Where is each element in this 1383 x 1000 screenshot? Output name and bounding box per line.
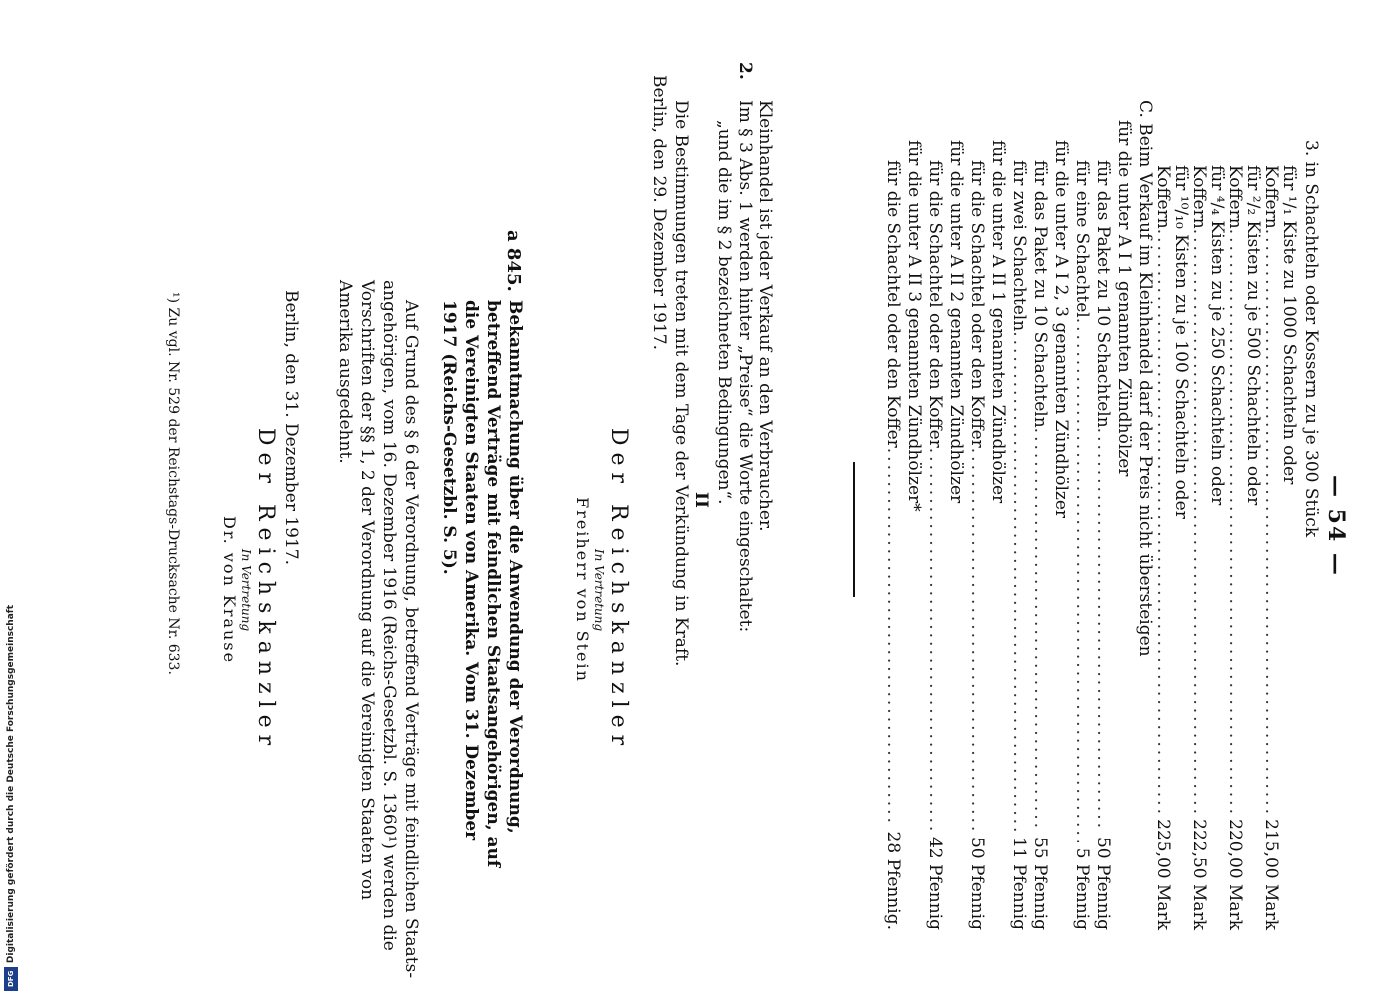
price-row-value: 28 Pfennig. — [883, 831, 903, 930]
price-row-value: 11 Pfennig — [1009, 836, 1029, 930]
price-row-label: für ⁴/₄ Kisten zu je 250 Schachteln oder — [1207, 165, 1227, 506]
announcement-body-line: Vorschriften der §§ 1, 2 der Verordnung auf die Vereinigten Staaten von — [357, 280, 377, 901]
list-item-3: 3. in Schachteln oder Kossern zu je 300 Stück — [1301, 140, 1321, 538]
price-row-value: 220,00 Mark — [1225, 819, 1245, 930]
price-row — [1072, 160, 1092, 930]
signature-in-vertretung: In Vertretung — [239, 548, 253, 632]
price-row-label: für die unter A II 2 genannten Zündhölzer — [946, 140, 966, 504]
price-row-label: für ²/₂ Kisten zu je 500 Schachteln oder — [1243, 165, 1263, 506]
section-ii-text: Die Bestimmungen treten mit dem Tage der Verkündung in Kraft. — [671, 100, 691, 667]
price-row-label: für ¹⁰/₁₀ Kisten zu je 100 Schachteln oder — [1171, 165, 1191, 519]
section-c-subheading: für die unter A I 1 genannten Zündhölzer — [1114, 120, 1134, 477]
price-row-label: Koffern — [1261, 165, 1281, 229]
price-row — [946, 140, 966, 930]
price-row-value: 5 Pfennig — [1072, 847, 1092, 930]
leader-dots — [1093, 428, 1113, 831]
price-row — [1279, 165, 1299, 930]
price-row — [1189, 165, 1209, 930]
leader-dots — [883, 448, 903, 826]
announcement-date: Berlin, den 31. Dezember 1917. — [281, 290, 301, 566]
dfg-logo: DFG — [4, 967, 18, 991]
price-row — [1009, 160, 1029, 930]
price-row-value: 225,00 Mark — [1153, 819, 1173, 930]
announcement-title-line: Bekanntmachung über die Anwendung der Verordnung, — [505, 300, 525, 834]
price-row-value: 50 Pfennig — [1093, 836, 1113, 930]
price-row-label: für die Schachtel oder den Koffer — [967, 160, 987, 448]
price-row-label: für die Schachtel oder den Koffer — [925, 160, 945, 448]
price-row-value: 55 Pfennig — [1030, 836, 1050, 930]
signature-block-2 — [220, 410, 278, 770]
price-row — [1171, 165, 1191, 930]
section-ii-heading: II — [691, 492, 711, 508]
price-row — [1261, 165, 1281, 930]
leader-dots — [1225, 229, 1245, 813]
page-number: — 54 — — [1323, 475, 1349, 577]
announcement-number: a 845. — [503, 230, 524, 292]
price-row-value: 215,00 Mark — [1261, 819, 1281, 930]
credit-text: Digitalisierung gefördert durch die Deutsche Forschungsgemeinschaft — [6, 605, 16, 964]
price-row-label: Koffern — [1153, 165, 1173, 229]
section-divider — [853, 462, 855, 597]
announcement-body-line: angehörigen, vom 16. Dezember 1916 (Reichs-Gesetzbl. S. 1360¹) werden die — [379, 280, 399, 951]
section-ii-date: Berlin, den 29. Dezember 1917. — [649, 75, 669, 351]
price-row — [925, 160, 945, 930]
digitization-credit — [4, 605, 18, 995]
price-row — [1207, 165, 1227, 930]
price-row-label: für eine Schachtel — [1072, 160, 1092, 318]
signature-in-vertretung: In Vertretung — [592, 548, 606, 632]
price-row-label: Koffern — [1225, 165, 1245, 229]
price-row-label: für das Paket zu 10 Schachteln — [1093, 160, 1113, 428]
signature-block-1 — [573, 410, 631, 770]
price-row-label: für das Paket zu 10 Schachteln — [1030, 160, 1050, 428]
price-row — [1225, 165, 1245, 930]
price-row-label: für die unter A II 1 genannten Zündhölzer — [988, 140, 1008, 504]
leader-dots — [1153, 229, 1173, 813]
announcement-title-line: betreffend Verträge mit feindlichen Staatsangehörigen, auf — [483, 300, 503, 868]
signature-name: Dr. von Krause — [220, 515, 239, 665]
price-row-label: für ¹/₁ Kiste zu 1000 Schachteln oder — [1279, 165, 1299, 485]
kleinhandel-note: Kleinhandel ist jeder Verkauf an den Verbraucher. — [755, 100, 775, 532]
signature-name: Freiherr von Stein — [573, 497, 592, 683]
price-row-value: 222,50 Mark — [1189, 819, 1209, 930]
item-2-text-line-2: „und die im § 2 bezeichneten Bedingungen“. — [714, 120, 734, 505]
announcement-title-line: 1917 (Reichs-Gesetzbl. S. 5). — [439, 300, 459, 575]
footnote: ¹) Zu vgl. Nr. 529 der Reichstags-Drucksache Nr. 633. — [165, 292, 181, 675]
item-2-number: 2. — [735, 62, 755, 80]
price-row — [1243, 165, 1263, 930]
price-row — [988, 140, 1008, 930]
item-2-text-line-1: Im § 3 Abs. 1 werden hinter „Preise“ die Worte eingeschaltet: — [735, 100, 755, 633]
signature-title: Der Reichskanzler — [606, 427, 631, 753]
leader-dots — [967, 448, 987, 831]
leader-dots — [925, 448, 945, 831]
price-row-value: 50 Pfennig — [967, 836, 987, 930]
price-row — [1051, 140, 1071, 930]
signature-title: Der Reichskanzler — [253, 427, 278, 753]
leader-dots — [1030, 428, 1050, 831]
announcement-title-line: die Vereinigten Staaten von Amerika. Vom 31. Dezember — [461, 300, 481, 841]
price-row-value: 42 Pfennig — [925, 836, 945, 930]
price-row-label: für die unter A II 3 genannten Zündhölzer* — [904, 140, 924, 512]
price-row-label: für die unter A I 2, 3 genannten Zündhölzer — [1051, 140, 1071, 519]
leader-dots — [1072, 318, 1092, 842]
leader-dots — [1189, 229, 1209, 813]
leader-dots — [1261, 229, 1281, 813]
price-row — [904, 140, 924, 930]
price-row — [1030, 160, 1050, 930]
section-c-heading: C. Beim Verkauf im Kleinhandel darf der Preis nicht übersteigen — [1135, 100, 1155, 657]
price-row — [1153, 165, 1173, 930]
price-row — [967, 160, 987, 930]
price-row-label: für zwei Schachteln — [1009, 160, 1029, 332]
price-row — [1093, 160, 1113, 930]
leader-dots — [1009, 331, 1029, 831]
price-row — [883, 160, 903, 930]
announcement-body-line: Amerika ausgedehnt. — [335, 280, 355, 464]
price-row-label: für die Schachtel oder den Koffer — [883, 160, 903, 448]
announcement-body-line: Auf Grund des § 6 der Verordnung, betreffend Verträge mit feindlichen Staats- — [401, 300, 421, 979]
price-row-label: Koffern — [1189, 165, 1209, 229]
